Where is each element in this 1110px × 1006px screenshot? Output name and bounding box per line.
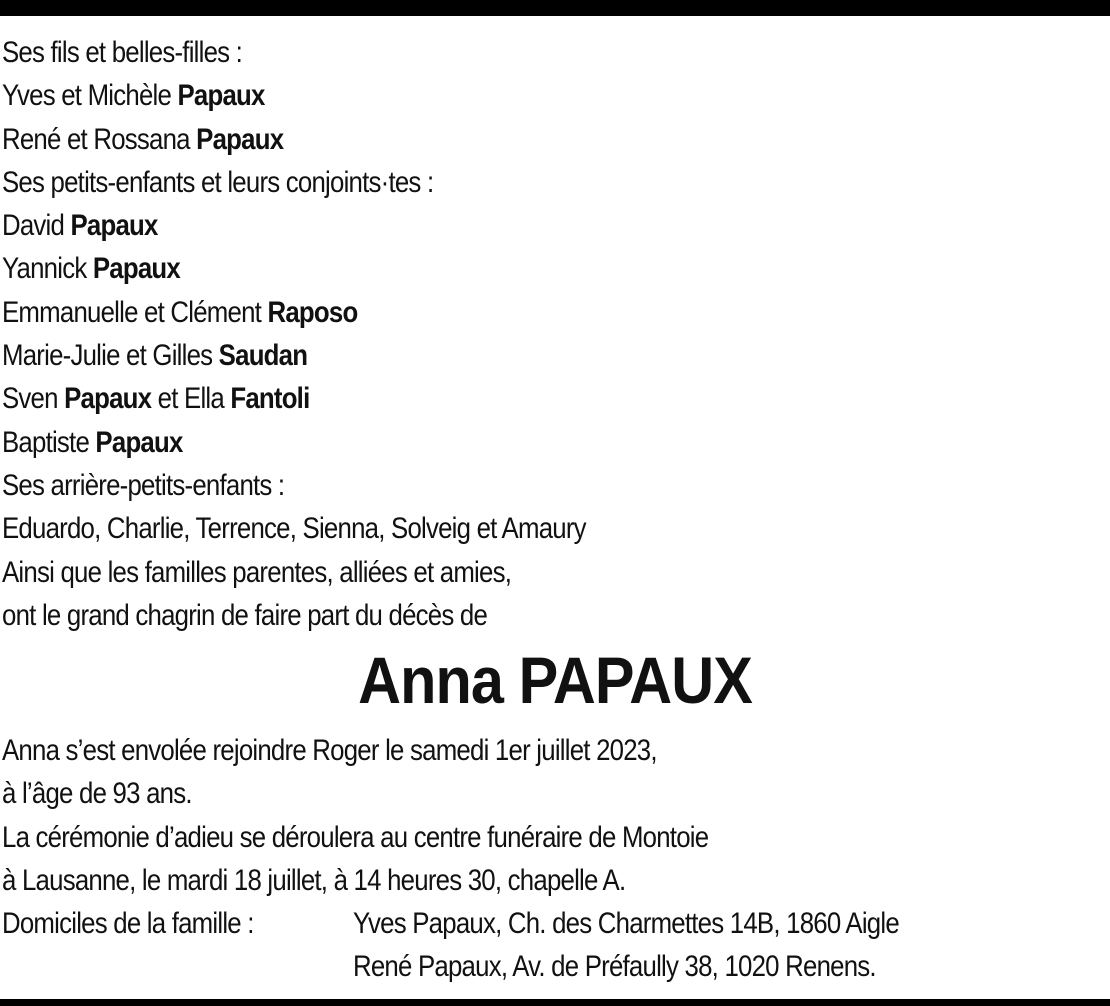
surname: Raposo <box>267 295 358 329</box>
top-border-rule <box>0 0 1110 16</box>
domicile-address: Yves Papaux, Ch. des Charmettes 14B, 1860 Aigle <box>353 907 899 941</box>
given-names: Marie-Julie et Gilles <box>2 339 219 373</box>
family-line <box>2 334 948 377</box>
given-names: Yves et Michèle <box>2 79 178 113</box>
domiciles-address-cell <box>353 945 961 988</box>
family-line: Ses petits-enfants et leurs conjoints·tes : <box>2 165 434 199</box>
domiciles-label: Domiciles de la famille : <box>2 907 254 941</box>
surname: Papaux <box>196 122 284 156</box>
given-names: Baptiste <box>2 425 96 459</box>
family-line <box>2 74 948 117</box>
details-line: Anna s’est envolée rejoindre Roger le samedi 1er juillet 2023, <box>2 734 657 767</box>
surname: Papaux <box>95 425 183 459</box>
domiciles-label-cell <box>2 945 353 988</box>
family-line <box>2 291 948 334</box>
surname: Papaux <box>92 252 180 286</box>
domiciles-label-cell <box>2 902 353 945</box>
family-line <box>2 204 948 247</box>
family-line <box>2 421 948 464</box>
domiciles-row <box>2 945 1102 988</box>
details-line: La cérémonie d’adieu se déroulera au centre funéraire de Montoie <box>2 820 709 854</box>
deceased-name-heading: Anna PAPAUX <box>358 643 752 717</box>
family-line: Ainsi que les familles parentes, alliées et amies, <box>2 555 512 589</box>
family-line: Ses fils et belles-filles : <box>2 36 243 69</box>
funeral-details <box>2 729 1102 989</box>
given-names: Sven <box>2 382 65 416</box>
family-line: ont le grand chagrin de faire part du décès de <box>2 598 488 632</box>
surname: Saudan <box>218 339 308 373</box>
details-line: à Lausanne, le mardi 18 juillet, à 14 heures 30, chapelle A. <box>2 863 626 897</box>
details-line: à l’âge de 93 ans. <box>2 777 192 811</box>
bottom-border-rule <box>0 999 1110 1006</box>
surname: Papaux <box>177 79 265 113</box>
family-line: Eduardo, Charlie, Terrence, Sienna, Solveig et Amaury <box>2 512 586 546</box>
family-line <box>2 118 948 161</box>
surname: Papaux <box>64 382 152 416</box>
given-names: René et Rossana <box>2 122 197 156</box>
domiciles-address-cell <box>353 902 988 945</box>
domiciles-row <box>2 902 1102 945</box>
surname: Papaux <box>70 209 158 243</box>
surname: Fantoli <box>230 382 310 416</box>
given-names: Yannick <box>2 252 93 286</box>
family-list <box>2 31 1102 637</box>
family-line <box>2 247 948 290</box>
given-names: Emmanuelle et Clément <box>2 295 268 329</box>
domicile-address: René Papaux, Av. de Préfaully 38, 1020 Renens. <box>353 950 876 984</box>
given-names: et Ella <box>151 382 231 416</box>
family-line: Ses arrière-petits-enfants : <box>2 468 285 502</box>
family-line <box>2 377 948 420</box>
given-names: David <box>2 209 71 243</box>
